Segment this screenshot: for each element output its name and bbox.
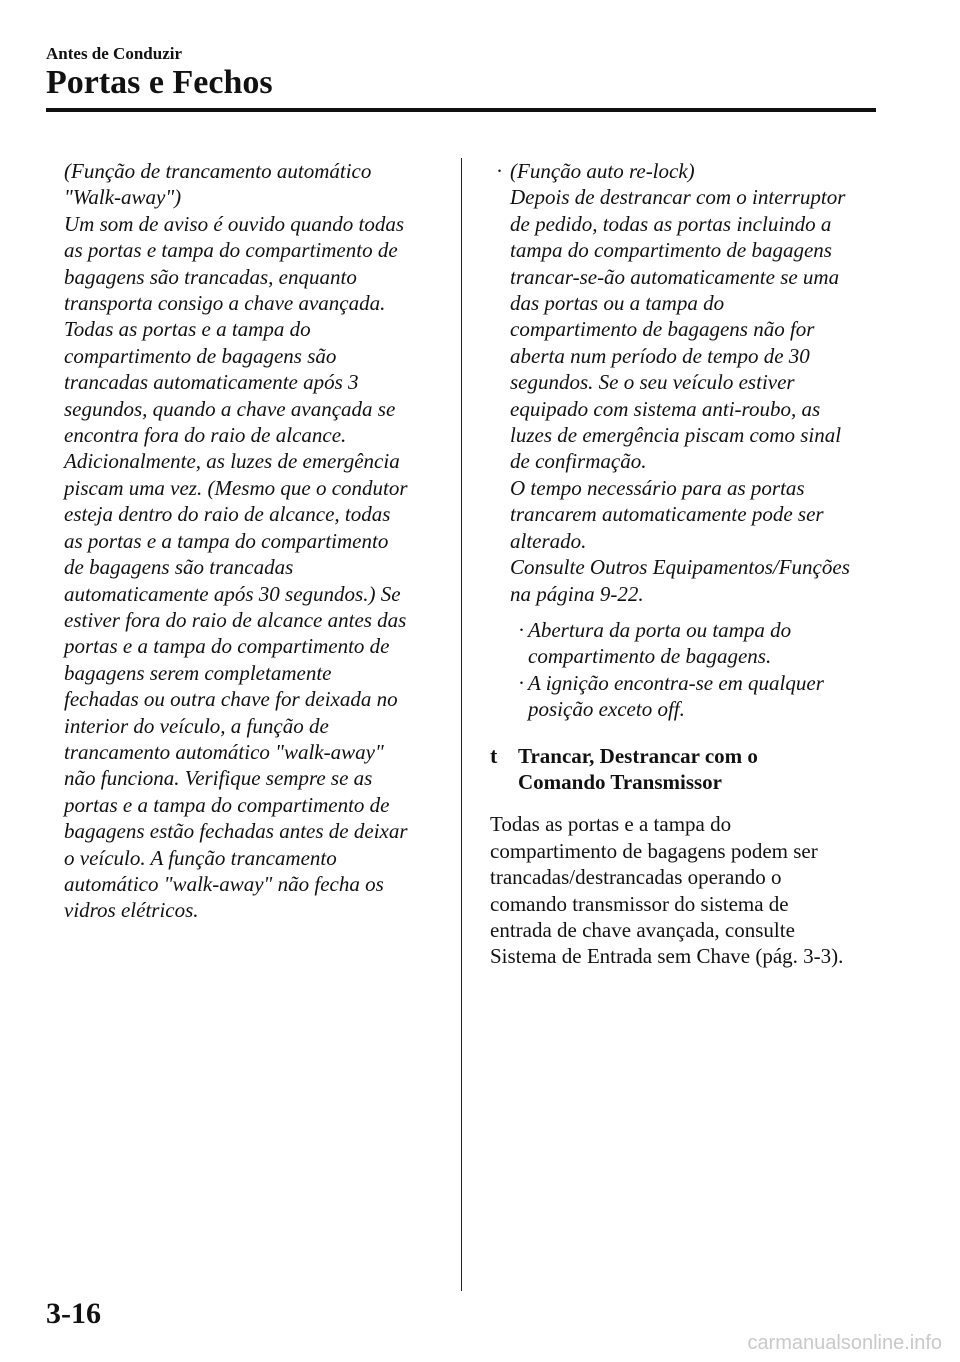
heading-line: Trancar, Destrancar com o [518, 743, 758, 768]
text-line: "Walk-away") [64, 185, 182, 210]
title-rule [46, 108, 876, 112]
text-line: tampa do compartimento de bagagens [510, 238, 832, 263]
text-line: encontra fora do raio de alcance. [64, 423, 347, 448]
text-line: bagagens são trancadas, enquanto [64, 264, 357, 289]
text-line: na página 9-22. [510, 581, 644, 606]
bullet-dot-icon: · [518, 670, 525, 695]
text-line: segundos. Se o seu veículo estiver [510, 370, 795, 395]
section-heading [490, 743, 875, 796]
sub-bullet-list [490, 617, 875, 723]
text-line: luzes de emergência piscam como sinal [510, 423, 842, 448]
text-line: estiver fora do raio de alcance antes das [64, 607, 407, 632]
text-line: segundos, quando a chave avançada se [64, 396, 396, 421]
text-line: automaticamente após 30 segundos.) Se [64, 581, 401, 606]
text-line: compartimento de bagagens são [64, 343, 337, 368]
text-line: O tempo necessário para as portas [510, 475, 805, 500]
section-marker-icon: t [490, 742, 498, 768]
text-line: Consulte Outros Equipamentos/Funções [510, 555, 850, 580]
page-title: Portas e Fechos [46, 64, 273, 101]
sub-bullet-item [518, 670, 875, 723]
text-line: trancarem automaticamente pode ser [510, 502, 824, 527]
heading-line: Comando Transmissor [518, 769, 723, 794]
text-line: as portas e tampa do compartimento de [64, 238, 398, 263]
walk-away-text [64, 158, 449, 924]
watermark: carmanualsonline.info [747, 1332, 942, 1354]
text-line: esteja dentro do raio de alcance, todas [64, 502, 391, 527]
text-line: Todas as portas e a tampa do [490, 812, 732, 837]
text-line: compartimento de bagagens podem ser [490, 838, 818, 863]
bullet-dot-icon: · [518, 617, 525, 642]
text-line: compartimento de bagagens. [528, 644, 772, 669]
section-label: Antes de Conduzir [46, 44, 183, 63]
text-line: automático "walk-away" não fecha os [64, 871, 384, 896]
text-line: o veículo. A função trancamento [64, 845, 337, 870]
text-line: posição exceto off. [528, 697, 685, 722]
text-line: Depois de destrancar com o interruptor [510, 185, 846, 210]
text-line: trancamento automático "walk-away" [64, 739, 384, 764]
text-line: piscam uma vez. (Mesmo que o condutor [64, 475, 408, 500]
text-line: A ignição encontra-se em qualquer [528, 670, 824, 695]
text-line: portas e a tampa do compartimento de [64, 634, 390, 659]
text-line: trancadas automaticamente após 3 [64, 370, 359, 395]
auto-relock-bullet [490, 158, 875, 607]
sub-bullet-item [518, 617, 875, 670]
text-line: Sistema de Entrada sem Chave (pág. 3-3). [490, 944, 844, 969]
bullet-dot-icon: · [496, 159, 503, 183]
text-line: entrada de chave avançada, consulte [490, 917, 795, 942]
text-line: Adicionalmente, as luzes de emergência [64, 449, 400, 474]
transmitter-paragraph [490, 811, 875, 969]
text-line: Todas as portas e a tampa do [64, 317, 311, 342]
text-line: não funciona. Verifique sempre se as [64, 766, 373, 791]
text-line: fechadas ou outra chave for deixada no [64, 687, 398, 712]
page-number: 3-16 [46, 1297, 101, 1330]
text-line: interior do veículo, a função de [64, 713, 329, 738]
text-line: alterado. [510, 528, 587, 553]
column-divider [461, 158, 462, 1291]
text-line: aberta num período de tempo de 30 [510, 343, 810, 368]
text-line: Abertura da porta ou tampa do [528, 617, 792, 642]
text-line: comando transmissor do sistema de [490, 891, 789, 916]
text-line: (Função de trancamento automático [64, 159, 372, 183]
text-line: vidros elétricos. [64, 898, 199, 923]
text-line: trancar-se-ão automaticamente se uma [510, 264, 840, 289]
text-line: equipado com sistema anti-roubo, as [510, 396, 821, 421]
text-line: das portas ou a tampa do [510, 291, 725, 316]
text-line: trancadas/destrancadas operando o [490, 865, 782, 890]
text-line: bagagens serem completamente [64, 660, 332, 685]
right-column [490, 158, 875, 970]
left-column [64, 158, 449, 924]
text-line: Um som de aviso é ouvido quando todas [64, 211, 405, 236]
text-line: de confirmação. [510, 449, 647, 474]
text-line: de bagagens são trancadas [64, 555, 294, 580]
text-line: compartimento de bagagens não for [510, 317, 815, 342]
text-line: as portas e a tampa do compartimento [64, 528, 389, 553]
text-line: portas e a tampa do compartimento de [64, 792, 390, 817]
text-line: transporta consigo a chave avançada. [64, 291, 386, 316]
text-line: de pedido, todas as portas incluindo a [510, 211, 832, 236]
text-line: bagagens estão fechadas antes de deixar [64, 819, 408, 844]
text-line: (Função auto re-lock) [510, 159, 695, 183]
